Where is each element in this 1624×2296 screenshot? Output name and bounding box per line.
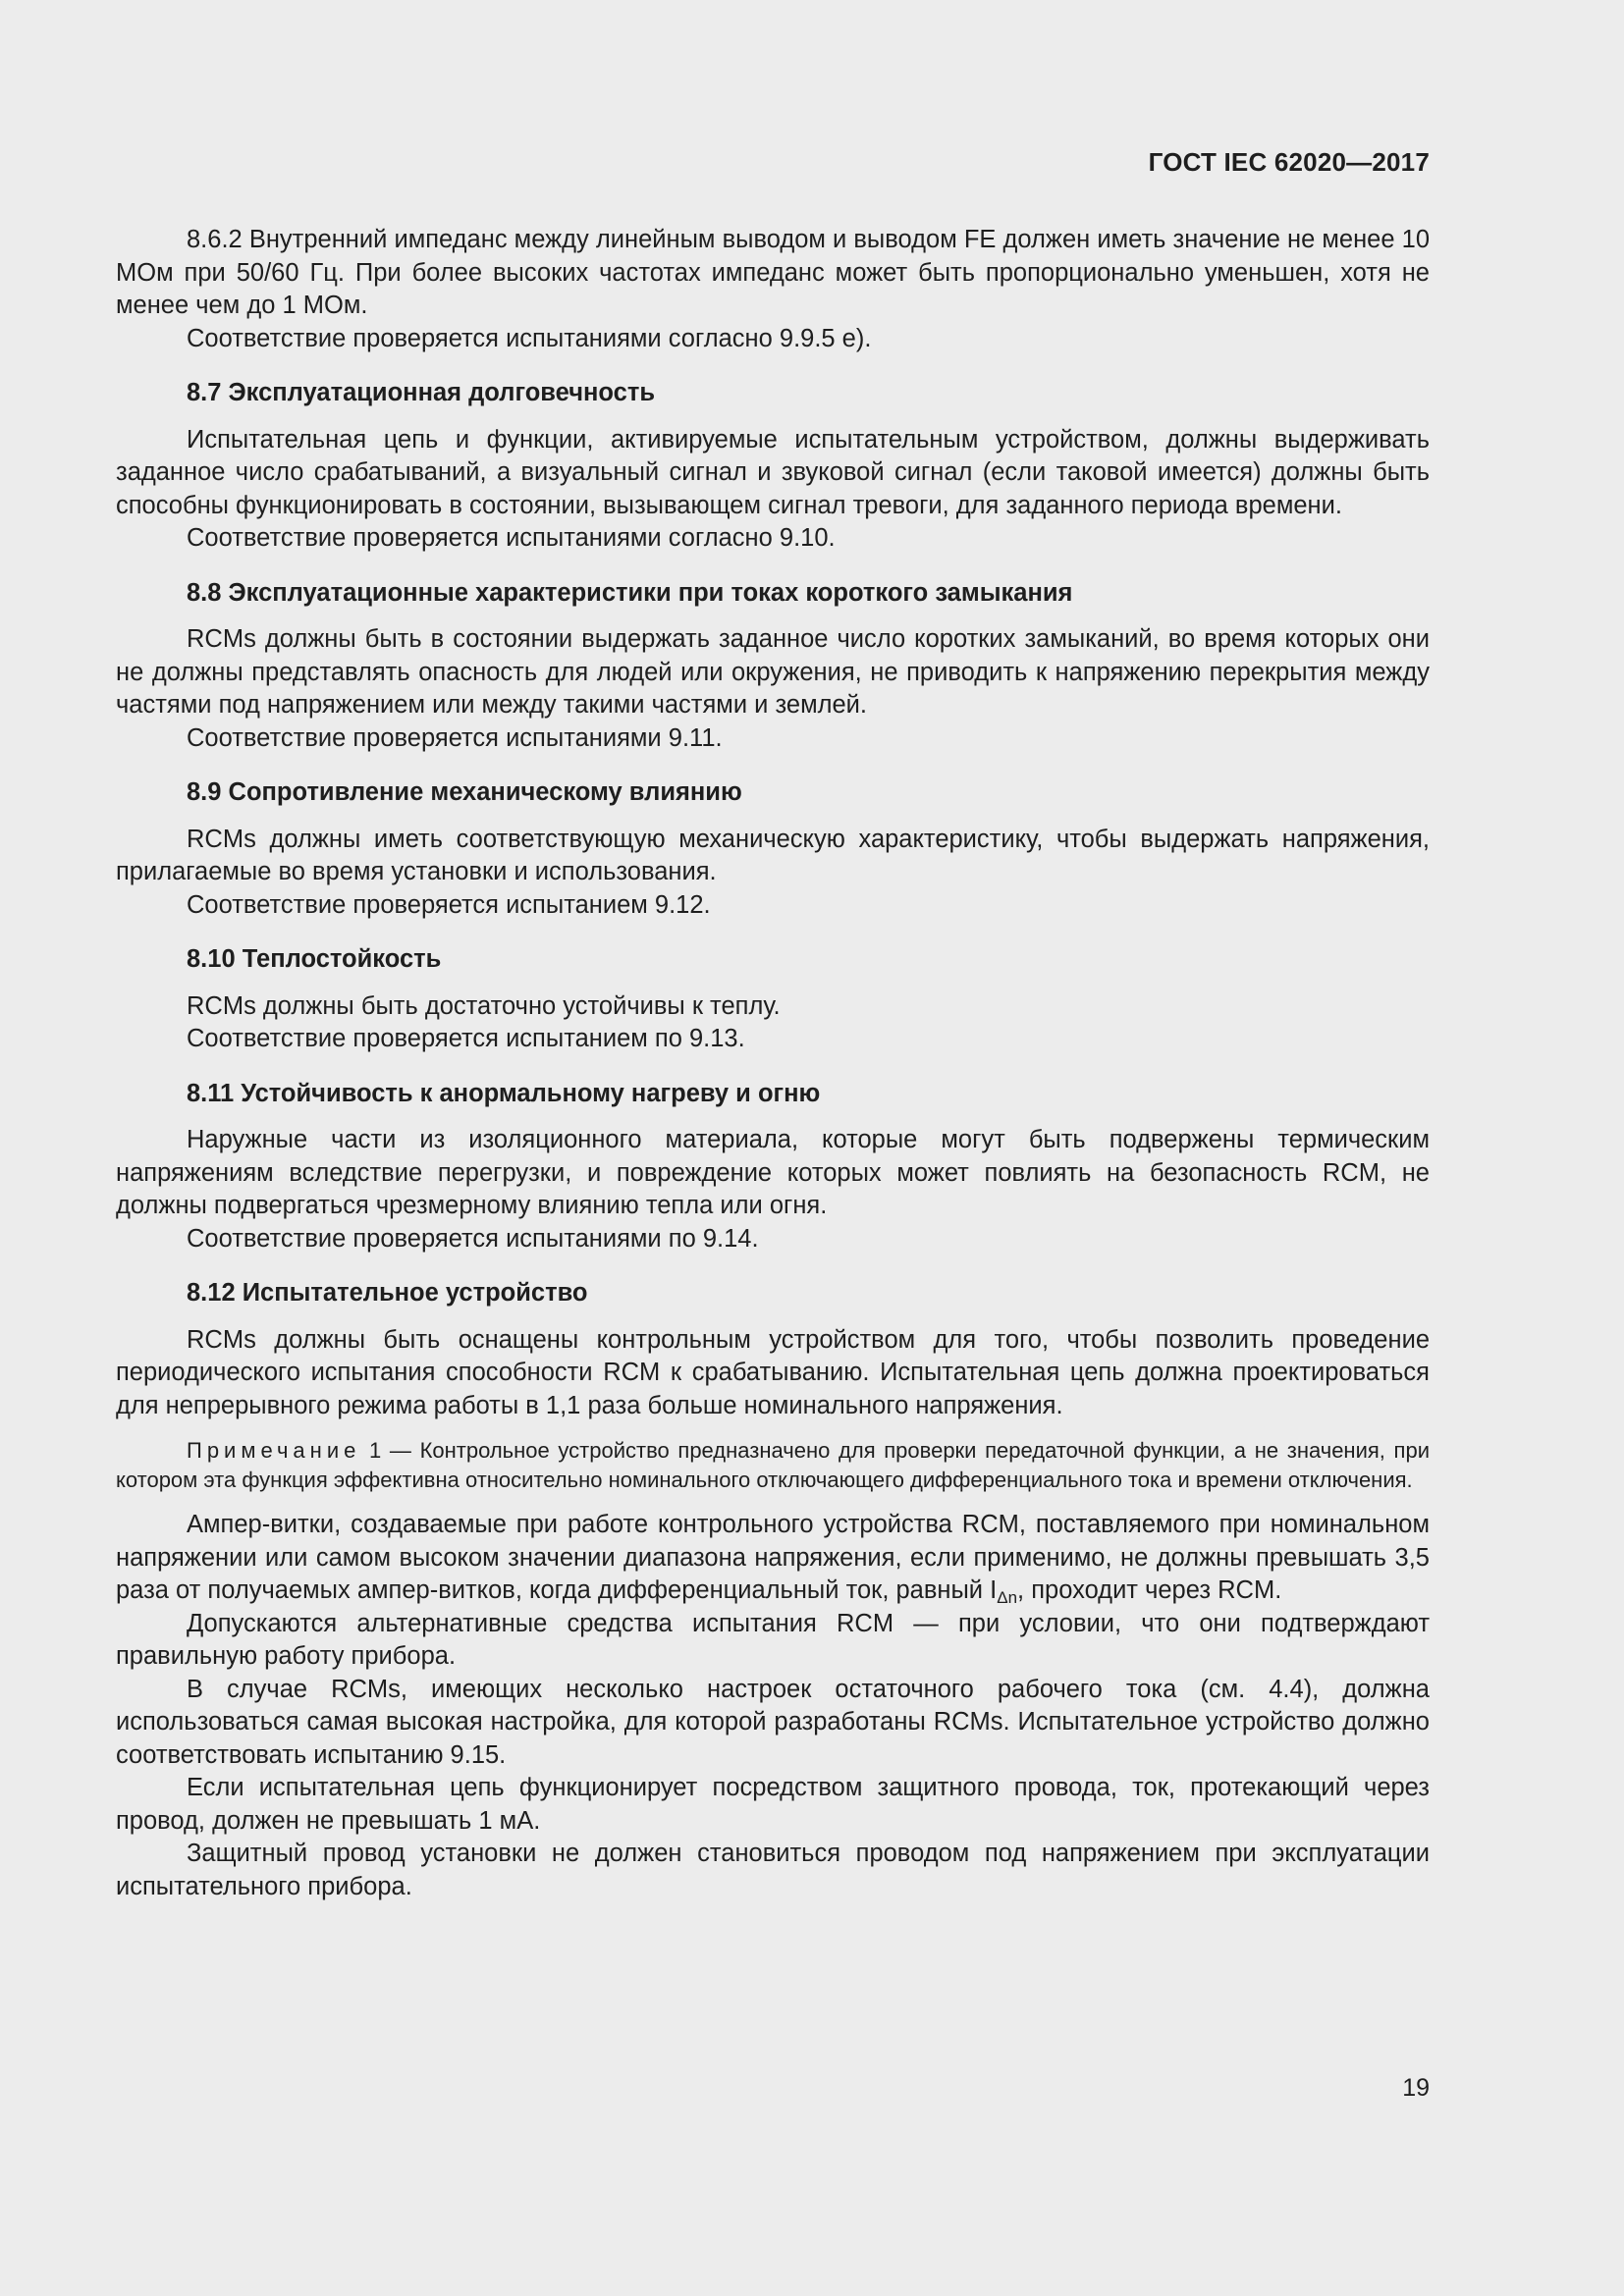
ampere-turns-text-end: , проходит через RCM. xyxy=(1017,1576,1282,1604)
heading-8-11: 8.11 Устойчивость к анормальному нагреву и огню xyxy=(187,1079,821,1107)
paragraph-alternative-means: Допускаются альтернативные средства испытания RCM — при условии, что они подтверждают правильную работу прибора. xyxy=(116,1609,1430,1670)
compliance-8-8: Соответствие проверяется испытаниями 9.11. xyxy=(187,723,723,752)
paragraph-multiple-settings: В случае RCMs, имеющих несколько настроек остаточного рабочего тока (см. 4.4), должна использоваться самая высокая настройка, для которой разработаны RCMs. Испытательное устройство должно соответствовать испытанию 9.15. xyxy=(116,1675,1430,1769)
page-content xyxy=(116,224,1430,1903)
paragraph-8-7: Испытательная цепь и функции, активируемые испытательным устройством, должны выдерживать заданное число срабатываний, а визуальный сигнал и звуковой сигнал (если таковой имеется) должны быть способны функционировать в состоянии, вызывающем сигнал тревоги, для заданного периода времени. xyxy=(116,425,1430,519)
compliance-8-11: Соответствие проверяется испытаниями по 9.14. xyxy=(187,1224,759,1253)
delta-n-subscript: Δn xyxy=(997,1588,1018,1607)
paragraph-8-6-2: 8.6.2 Внутренний импеданс между линейным выводом и выводом FE должен иметь значение не менее 10 МОм при 50/60 Гц. При более высоких частотах импеданс может быть пропорционально уменьшен, хотя не менее чем до 1 МОм. xyxy=(116,226,1430,319)
paragraph-protective-conductor: Защитный провод установки не должен становиться проводом под напряжением при эксплуатации испытательного прибора. xyxy=(116,1840,1430,1900)
ampere-turns-text: Ампер-витки, создаваемые при работе контрольного устройства RCM, поставляемого при номинальном напряжении или самом высоком значении диапазона напряжения, если применимо, не должны превышать 3,5 раза от получаемых ампер-витков, когда дифференциальный ток, равный I xyxy=(116,1511,1430,1604)
paragraph-8-10: RCMs должны быть достаточно устойчивы к теплу. xyxy=(187,991,781,1020)
heading-8-9: 8.9 Сопротивление механическому влиянию xyxy=(187,778,742,806)
compliance-8-10: Соответствие проверяется испытанием по 9.13. xyxy=(187,1025,745,1052)
paragraph-protective-conductor-current: Если испытательная цепь функционирует посредством защитного провода, ток, протекающий через провод, должен не превышать 1 мА. xyxy=(116,1774,1430,1835)
paragraph-8-12: RCMs должны быть оснащены контрольным устройством для того, чтобы позволить проведение периодического испытания способности RCM к срабатыванию. Испытательная цепь должна проектироваться для непрерывного режима работы в 1,1 раза больше номинального напряжения. xyxy=(116,1325,1430,1419)
paragraph-ampere-turns xyxy=(116,1509,1430,1608)
page-number: 19 xyxy=(1402,2074,1430,2102)
note-text: 1 — Контрольное устройство предназначено для проверки передаточной функции, а не значения, при котором эта функция эффективна относительно номинального отключающего дифференциального тока и времени отключения. xyxy=(116,1438,1430,1492)
heading-8-7: 8.7 Эксплуатационная долговечность xyxy=(187,379,655,406)
heading-8-12: 8.12 Испытательное устройство xyxy=(187,1279,588,1307)
paragraph-8-9: RCMs должны иметь соответствующую механическую характеристику, чтобы выдержать напряжения, прилагаемые во время установки и использования. xyxy=(116,825,1430,885)
heading-8-8: 8.8 Эксплуатационные характеристики при токах короткого замыкания xyxy=(187,578,1073,607)
paragraph-8-8: RCMs должны быть в состоянии выдержать заданное число коротких замыканий, во время которых они не должны представлять опасность для людей или окружения, не приводить к напряжению перекрытия между частями под напряжением или между такими частями и землей. xyxy=(116,625,1430,719)
compliance-8-6-2: Соответствие проверяется испытаниями согласно 9.9.5 е). xyxy=(187,324,872,352)
paragraph-8-11: Наружные части из изоляционного материала, которые могут быть подвержены термическим напряжениям вследствие перегрузки, и повреждение которых может повлиять на безопасность RCM, не должны подвергаться чрезмерному влиянию тепла или огня. xyxy=(116,1126,1430,1219)
compliance-8-7: Соответствие проверяется испытаниями согласно 9.10. xyxy=(187,524,836,552)
note-label: Примечание xyxy=(187,1438,361,1463)
note-1 xyxy=(116,1436,1430,1495)
compliance-8-9: Соответствие проверяется испытанием 9.12. xyxy=(187,890,711,919)
heading-8-10: 8.10 Теплостойкость xyxy=(187,945,442,973)
document-header: ГОСТ IEC 62020—2017 xyxy=(1148,147,1430,177)
